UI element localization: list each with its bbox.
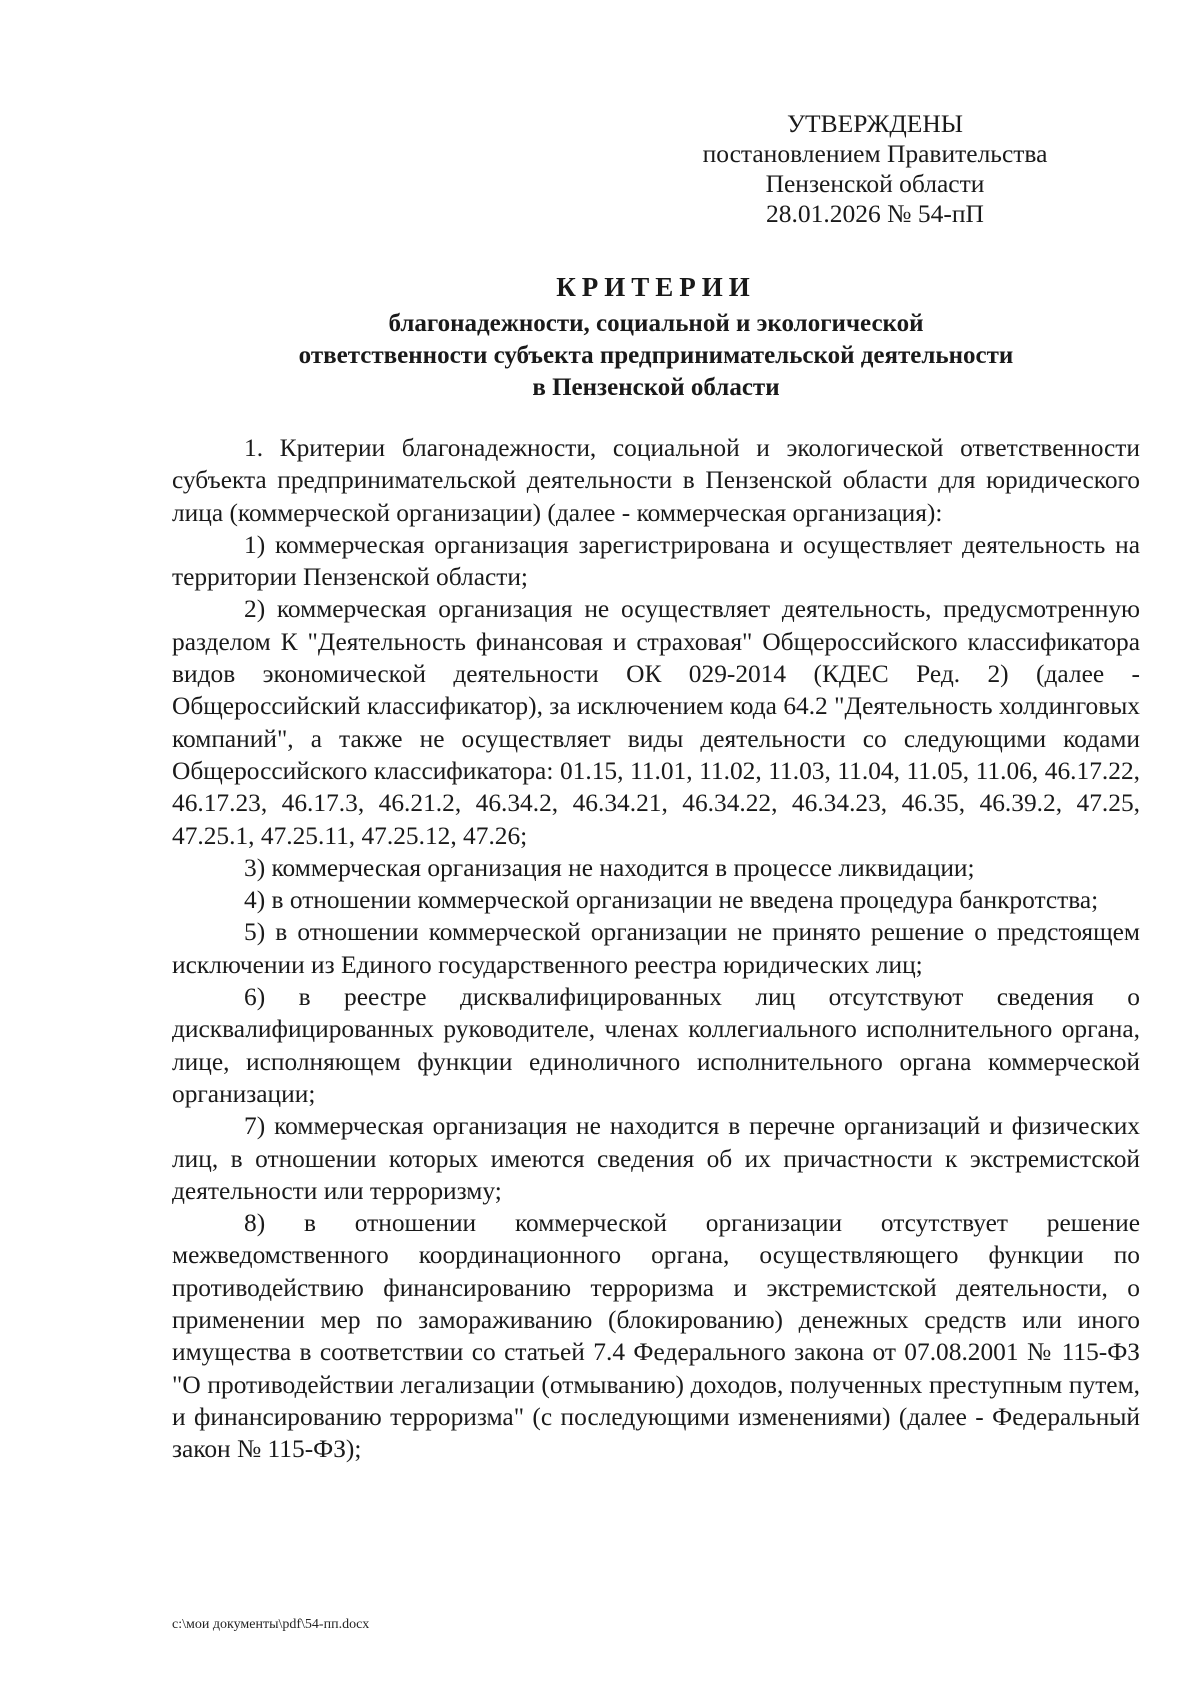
paragraph-item-1: 1) коммерческая организация зарегистрирована и осуществляет деятельность на территории Пензенской области;: [172, 530, 1140, 592]
approval-heading: УТВЕРЖДЕНЫ: [787, 109, 963, 138]
paragraph-item-7: 7) коммерческая организация не находится в перечне организаций и физических лиц, в отношении которых имеются сведения об их причастности к экстремистской деятельности или терроризму;: [172, 1112, 1140, 1205]
approval-stamp: [640, 109, 1110, 229]
paragraph-item-4: 4) в отношении коммерческой организации не введена процедура банкротства;: [244, 886, 1099, 915]
document-title: [172, 272, 1140, 404]
paragraph-item-6: 6) в реестре дисквалифицированных лиц отсутствуют сведения о дисквалифицированных руководителе, членах коллегиального исполнительного органа, лице, исполняющем функции единоличного исполнительного органа коммерческой организации;: [172, 983, 1140, 1108]
paragraph-item-2: 2) коммерческая организация не осуществляет деятельность, предусмотренную разделом К "Деятельность финансовая и страховая" Общероссийского классификатора видов экономической деятельности ОК 029-2014 (КДЕС Ред. 2) (далее - Общероссийский классификатор), за исключением кода 64.2 "Деятельность холдинговых компаний", а также не осуществляет виды деятельности со следующими кодами Общероссийского классификатора: 01.15, 11.01, 11.02, 11.03, 11.04, 11.05, 11.06, 46.17.22, 46.17.23, 46.17.3, 46.21.2, 46.34.2, 46.34.21, 46.34.22, 46.34.23, 46.35, 46.39.2, 47.25, 47.25.1, 47.25.11, 47.25.12, 47.26;: [172, 595, 1140, 850]
approval-resolution-line: постановлением Правительства: [702, 139, 1048, 168]
document-body: [172, 432, 1140, 1466]
title-subtitle-line-3: в Пензенской области: [532, 374, 780, 401]
paragraph-item-5: 5) в отношении коммерческой организации не принято решение о предстоящем исключении из Единого государственного реестра юридических лиц;: [172, 918, 1140, 979]
approval-region-line: Пензенской области: [765, 169, 985, 198]
paragraph-item-3: 3) коммерческая организация не находится в процессе ликвидации;: [244, 853, 975, 882]
approval-date-number: 28.01.2026 № 54-пП: [766, 199, 984, 228]
footer-file-path: c:\мои документы\pdf\54-пп.docx: [172, 1617, 370, 1632]
title-subtitle-line-2: ответственности субъекта предпринимательской деятельности: [298, 342, 1014, 369]
paragraph-criteria-intro: 1. Критерии благонадежности, социальной и экологической ответственности субъекта предпринимательской деятельности в Пензенской области для юридического лица (коммерческой организации) (далее - коммерческая организация):: [172, 434, 1140, 527]
title-main: КРИТЕРИИ: [556, 272, 756, 302]
title-subtitle-line-1: благонадежности, социальной и экологической: [388, 310, 924, 337]
paragraph-item-8: 8) в отношении коммерческой организации отсутствует решение межведомственного координационного органа, осуществляющего функции по противодействию финансированию терроризма и экстремистской деятельности, о применении мер по замораживанию (блокированию) денежных средств или иного имущества в соответствии со статьей 7.4 Федерального закона от 07.08.2001 № 115-ФЗ "О противодействии легализации (отмыванию) доходов, полученных преступным путем, и финансированию терроризма" (с последующими изменениями) (далее - Федеральный закон № 115-ФЗ);: [172, 1209, 1140, 1464]
